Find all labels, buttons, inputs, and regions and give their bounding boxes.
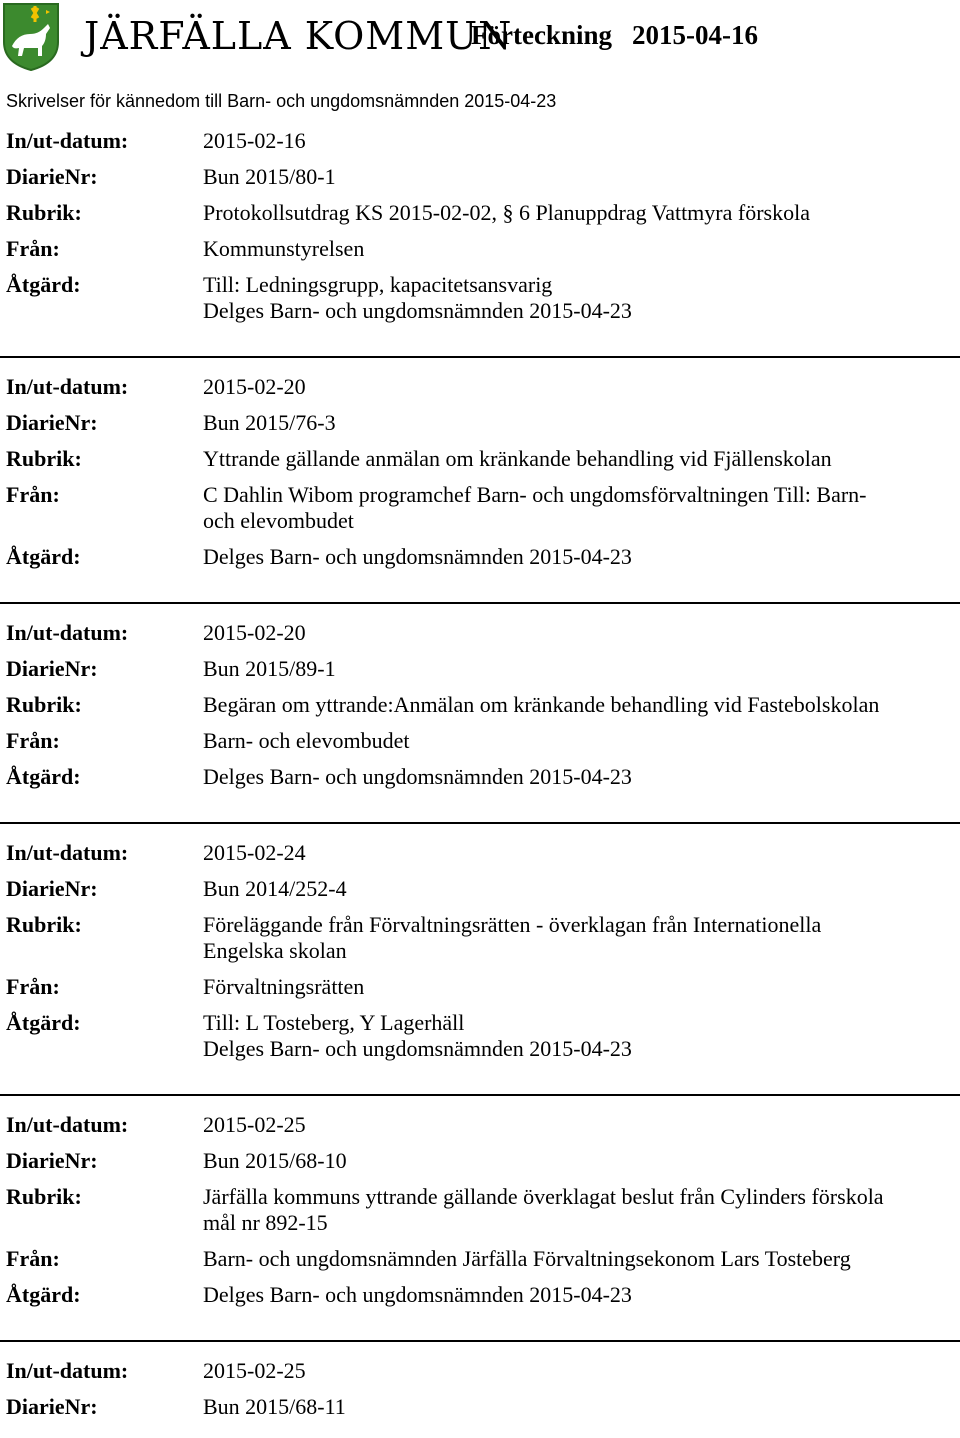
- date-row: [0, 840, 960, 866]
- fran-value: Barn- och elevombudet: [203, 728, 410, 753]
- record-item: [0, 128, 960, 342]
- diarie-label: DiarieNr:: [6, 656, 98, 681]
- record-item: [0, 620, 960, 808]
- date-label: In/ut-datum:: [6, 128, 129, 153]
- date-label: In/ut-datum:: [6, 374, 129, 399]
- fran-row: [0, 482, 960, 534]
- fran-label: Från:: [6, 728, 60, 753]
- atgard-value: [203, 1010, 943, 1062]
- atgard-row: [0, 764, 960, 790]
- date-value: 2015-02-20: [203, 620, 306, 645]
- date-value: 2015-02-16: [203, 128, 306, 153]
- diarie-value: Bun 2015/89-1: [203, 656, 336, 681]
- atgard-line: Delges Barn- och ungdomsnämnden 2015-04-23: [203, 298, 632, 323]
- fran-row: [0, 974, 960, 1000]
- rubrik-label: Rubrik:: [6, 1184, 82, 1209]
- record-item: [0, 1358, 960, 1438]
- fran-row: [0, 728, 960, 754]
- fran-value: Förvaltningsrätten: [203, 974, 365, 999]
- record-item: [0, 1112, 960, 1326]
- diarie-row: [0, 1394, 960, 1420]
- rubrik-row: [0, 446, 960, 472]
- date-row: [0, 374, 960, 400]
- date-row: [0, 620, 960, 646]
- record-divider: [0, 356, 960, 358]
- rubrik-line: Engelska skolan: [203, 938, 347, 963]
- page-header: [0, 0, 960, 80]
- diarie-row: [0, 410, 960, 436]
- atgard-value: Delges Barn- och ungdomsnämnden 2015-04-23: [203, 764, 632, 789]
- atgard-label: Åtgärd:: [6, 1282, 81, 1307]
- fran-label: Från:: [6, 1246, 60, 1271]
- diarie-row: [0, 876, 960, 902]
- diarie-value: Bun 2015/68-11: [203, 1394, 346, 1419]
- fran-label: Från:: [6, 482, 60, 507]
- rubrik-label: Rubrik:: [6, 692, 82, 717]
- atgard-row: [0, 1282, 960, 1308]
- diarie-row: [0, 656, 960, 682]
- fran-value: Kommunstyrelsen: [203, 236, 365, 261]
- document-subtitle: Skrivelser för kännedom till Barn- och ungdomsnämnden 2015-04-23: [6, 91, 557, 111]
- date-label: In/ut-datum:: [6, 1112, 129, 1137]
- rubrik-row: [0, 200, 960, 226]
- record-divider: [0, 1094, 960, 1096]
- rubrik-row: [0, 1184, 960, 1236]
- atgard-value: Delges Barn- och ungdomsnämnden 2015-04-23: [203, 544, 632, 569]
- rubrik-label: Rubrik:: [6, 200, 82, 225]
- rubrik-value: Yttrande gällande anmälan om kränkande behandling vid Fjällenskolan: [203, 446, 832, 471]
- atgard-line: Delges Barn- och ungdomsnämnden 2015-04-23: [203, 1036, 632, 1061]
- atgard-row: [0, 544, 960, 570]
- rubrik-row: [0, 692, 960, 718]
- fran-row: [0, 1246, 960, 1272]
- rubrik-row: [0, 912, 960, 964]
- date-label: In/ut-datum:: [6, 840, 129, 865]
- atgard-value: [203, 272, 943, 324]
- date-value: 2015-02-25: [203, 1358, 306, 1383]
- date-value: 2015-02-25: [203, 1112, 306, 1137]
- atgard-line: Till: Ledningsgrupp, kapacitetsansvarig: [203, 272, 553, 297]
- diarie-label: DiarieNr:: [6, 164, 98, 189]
- rubrik-value: [203, 912, 943, 964]
- fran-value: Barn- och ungdomsnämnden Järfälla Förvaltningsekonom Lars Tosteberg: [203, 1246, 851, 1271]
- atgard-value: Delges Barn- och ungdomsnämnden 2015-04-23: [203, 1282, 632, 1307]
- date-row: [0, 1358, 960, 1384]
- rubrik-line: Järfälla kommuns yttrande gällande överklagat beslut från Cylinders förskola: [203, 1184, 884, 1209]
- fran-row: [0, 236, 960, 262]
- rubrik-value: Begäran om yttrande:Anmälan om kränkande behandling vid Fastebolskolan: [203, 692, 880, 717]
- record-item: [0, 374, 960, 588]
- fran-line: och elevombudet: [203, 508, 354, 533]
- diarie-value: Bun 2014/252-4: [203, 876, 347, 901]
- record-divider: [0, 602, 960, 604]
- fran-label: Från:: [6, 974, 60, 999]
- atgard-row: [0, 272, 960, 324]
- atgard-label: Åtgärd:: [6, 764, 81, 789]
- atgard-label: Åtgärd:: [6, 272, 81, 297]
- diarie-label: DiarieNr:: [6, 1394, 98, 1419]
- atgard-label: Åtgärd:: [6, 1010, 81, 1035]
- document-title-text: Förteckning: [471, 20, 612, 50]
- fran-line: C Dahlin Wibom programchef Barn- och ungdomsförvaltningen Till: Barn-: [203, 482, 867, 507]
- rubrik-label: Rubrik:: [6, 446, 82, 471]
- atgard-line: Till: L Tosteberg, Y Lagerhäll: [203, 1010, 465, 1035]
- date-label: In/ut-datum:: [6, 1358, 129, 1383]
- record-divider: [0, 822, 960, 824]
- date-value: 2015-02-20: [203, 374, 306, 399]
- diarie-value: Bun 2015/68-10: [203, 1148, 347, 1173]
- rubrik-value: [203, 1184, 943, 1236]
- record-item: [0, 840, 960, 1080]
- record-divider: [0, 1340, 960, 1342]
- record-list: [0, 128, 960, 1438]
- jarfalla-coat-of-arms-icon: [2, 2, 60, 72]
- atgard-row: [0, 1010, 960, 1062]
- rubrik-label: Rubrik:: [6, 912, 82, 937]
- diarie-value: Bun 2015/76-3: [203, 410, 336, 435]
- diarie-label: DiarieNr:: [6, 876, 98, 901]
- municipality-name: JÄRFÄLLA KOMMUN: [84, 14, 513, 58]
- rubrik-line: mål nr 892-15: [203, 1210, 328, 1235]
- date-value: 2015-02-24: [203, 840, 306, 865]
- diarie-row: [0, 1148, 960, 1174]
- diarie-row: [0, 164, 960, 190]
- fran-value: [203, 482, 943, 534]
- diarie-label: DiarieNr:: [6, 1148, 98, 1173]
- diarie-label: DiarieNr:: [6, 410, 98, 435]
- document-date: 2015-04-16: [632, 20, 758, 50]
- fran-label: Från:: [6, 236, 60, 261]
- date-row: [0, 1112, 960, 1138]
- diarie-value: Bun 2015/80-1: [203, 164, 336, 189]
- date-label: In/ut-datum:: [6, 620, 129, 645]
- document-title: [471, 18, 758, 52]
- atgard-label: Åtgärd:: [6, 544, 81, 569]
- date-row: [0, 128, 960, 154]
- rubrik-line: Föreläggande från Förvaltningsrätten - överklagan från Internationella: [203, 912, 822, 937]
- rubrik-value: Protokollsutdrag KS 2015-02-02, § 6 Planuppdrag Vattmyra förskola: [203, 200, 810, 225]
